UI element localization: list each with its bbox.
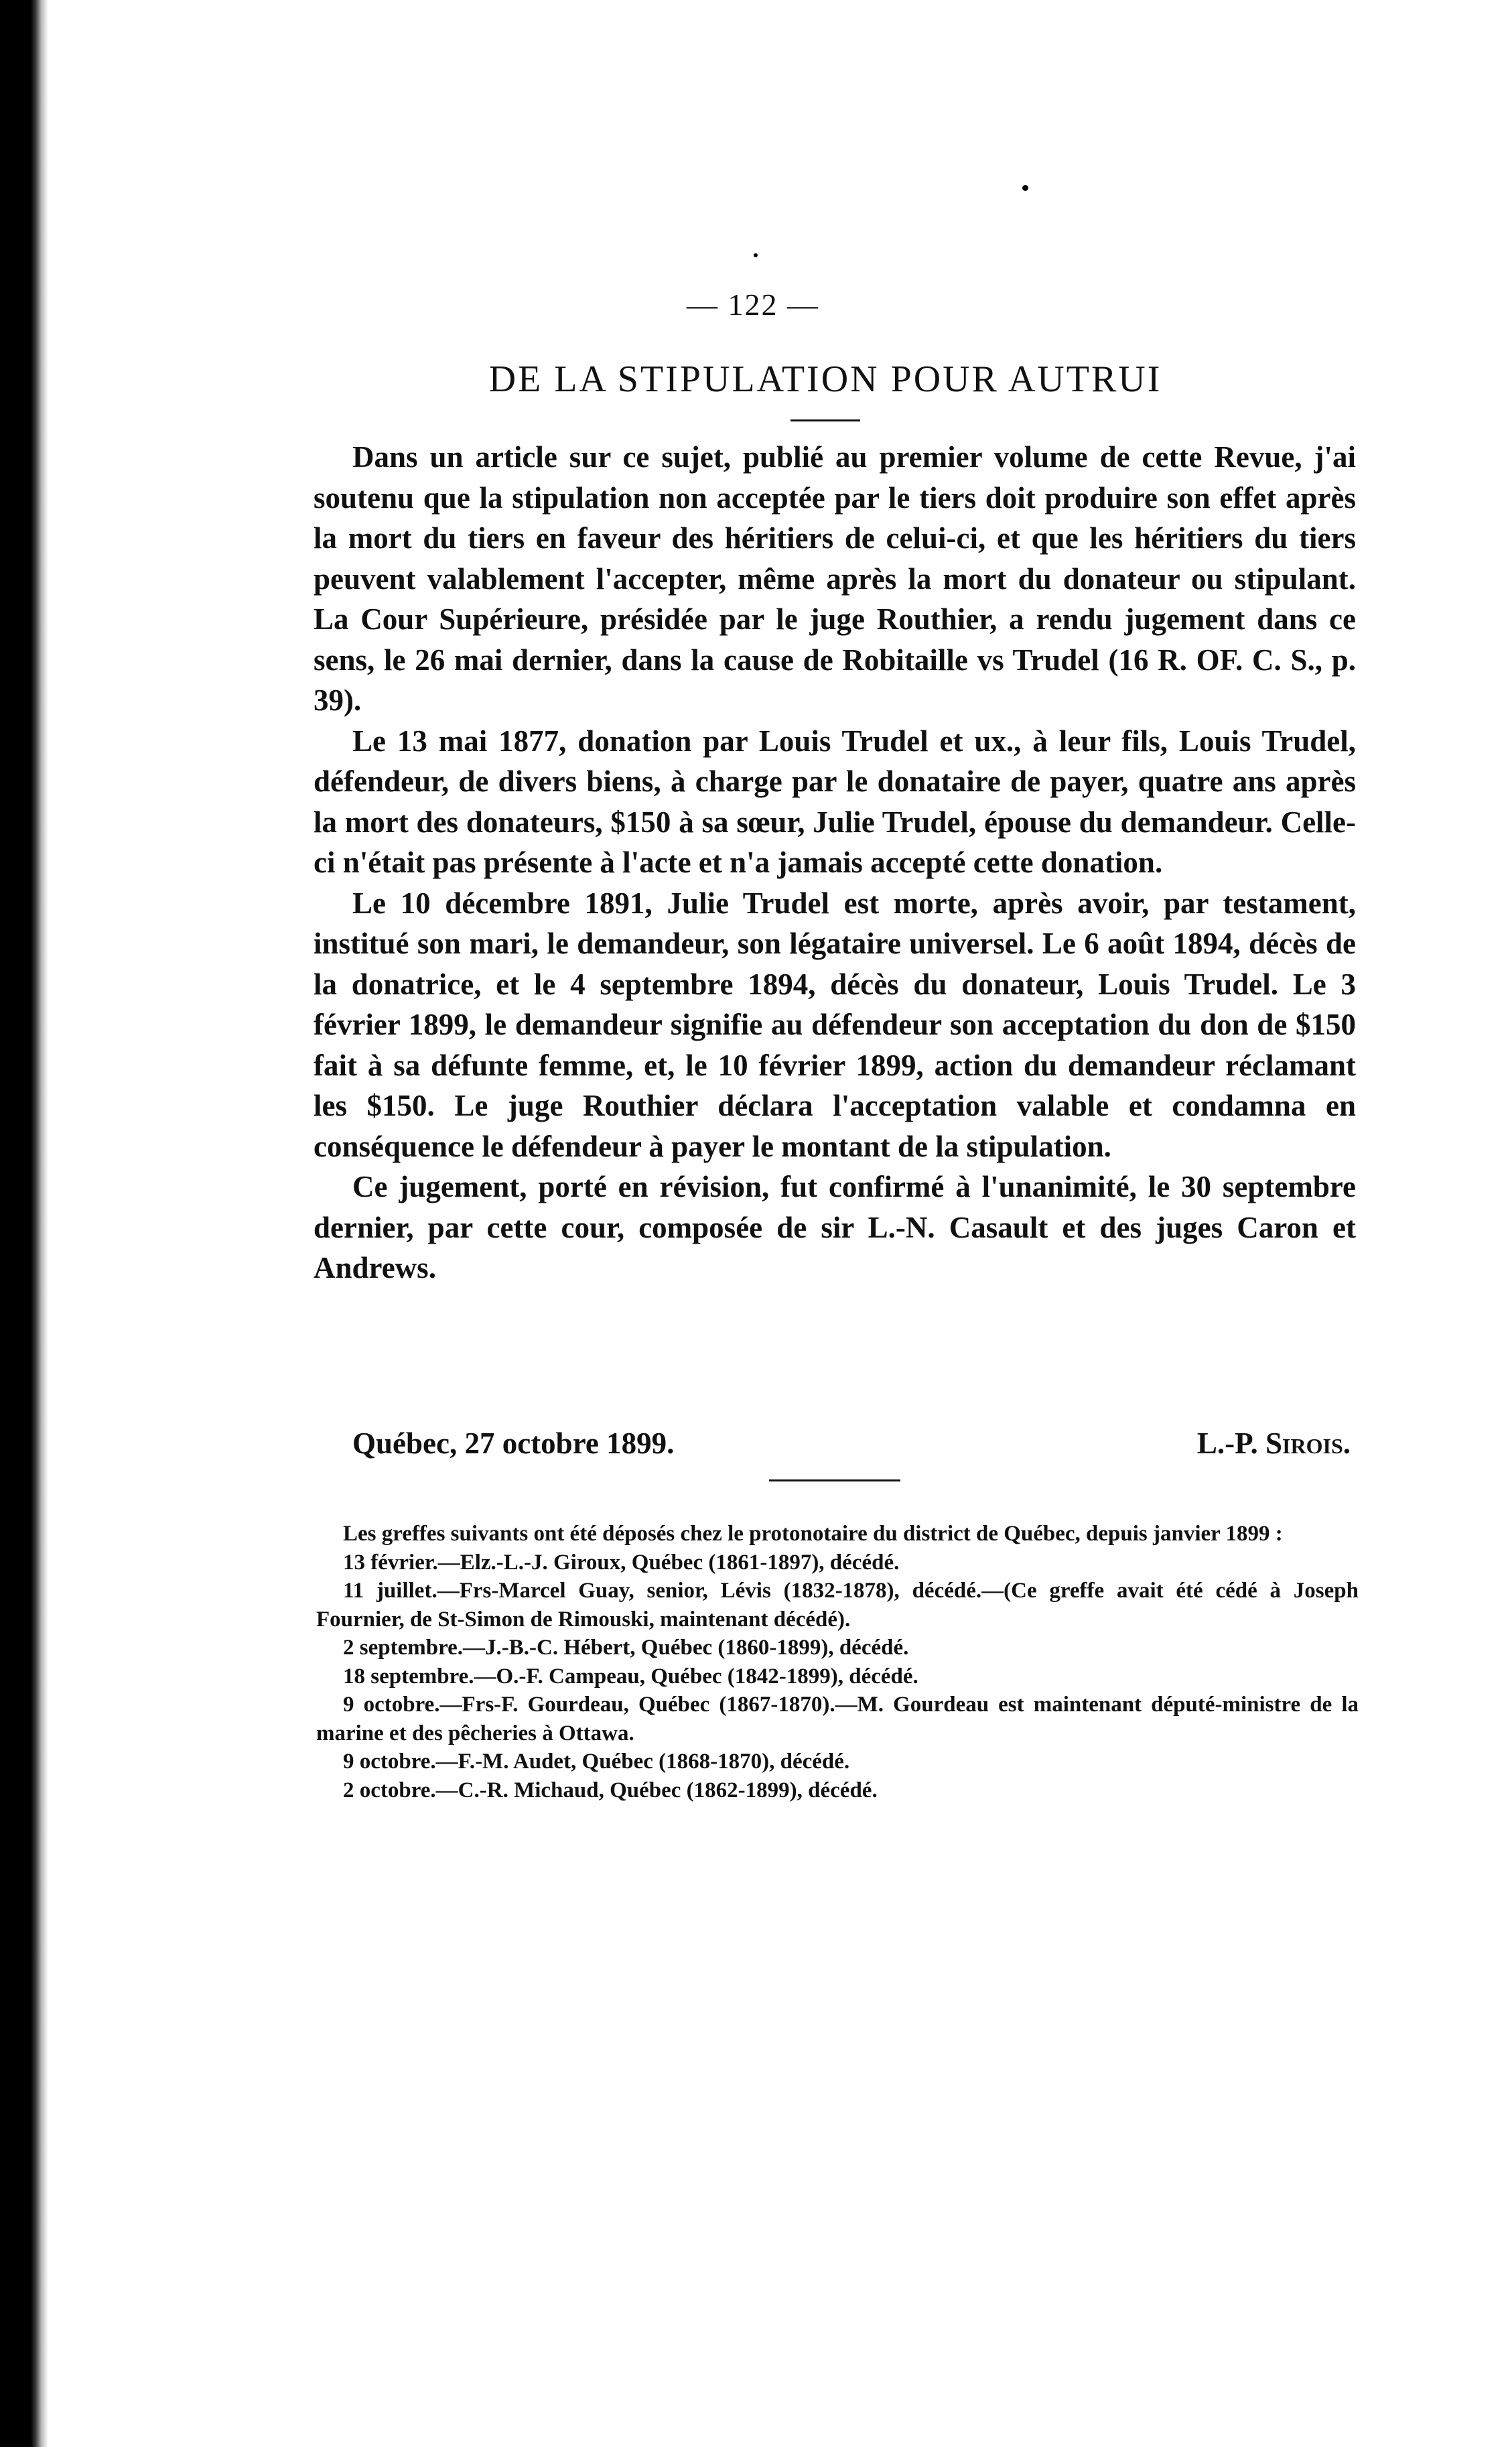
article-body <box>314 437 1356 1288</box>
book-spine-edge <box>0 0 48 2447</box>
speck-mark <box>754 253 758 257</box>
note-entry: 9 octobre.—Frs-F. Gourdeau, Québec (1867-1870).—M. Gourdeau est maintenant député-ministre de la marine et des pêcheries à Ottawa. <box>316 1693 1359 1745</box>
notes-intro: Les greffes suivants ont été déposés chez le protonotaire du district de Québec, depuis janvier 1899 : <box>343 1522 1283 1546</box>
speck-mark <box>1022 185 1028 191</box>
note-entry: 18 septembre.—O.-F. Campeau, Québec (1842-1899), décédé. <box>343 1664 918 1689</box>
place-date: Québec, 27 octobre 1899. <box>352 1427 675 1460</box>
page-number: — 122 — <box>687 287 819 322</box>
note-entry: 13 février.—Elz.-L.-J. Giroux, Québec (1861-1897), décédé. <box>343 1550 900 1575</box>
author-signature: L.-P. Sirois. <box>1196 1427 1351 1460</box>
paragraph: Le 10 décembre 1891, Julie Trudel est morte, après avoir, par testament, institué son mari, le demandeur, son légataire universel. Le 6 août 1894, décès de la donatrice, et le 4 septembre 1894, décès du donateur, Louis Trudel. Le 3 février 1899, le demandeur signifie au défendeur son acceptation du don de $150 fait à sa défunte femme, et, le 10 février 1899, action du demandeur réclamant les $150. Le juge Routhier déclara l'acceptation valable et condamna en conséquence le défendeur à payer le montant de la stipulation. <box>314 886 1356 1163</box>
paragraph: Ce jugement, porté en révision, fut confirmé à l'unanimité, le 30 septembre dernier, par cette cour, composée de sir L.-N. Casault et des juges Caron et Andrews. <box>314 1170 1356 1284</box>
note-entry: 11 juillet.—Frs-Marcel Guay, senior, Lévis (1832-1878), décédé.—(Ce greffe avait été cédé à Joseph Fournier, de St-Simon de Rimouski, maintenant décédé). <box>316 1579 1359 1632</box>
note-entry: 9 octobre.—F.-M. Audet, Québec (1868-1870), décédé. <box>343 1749 850 1774</box>
article-title: DE LA STIPULATION POUR AUTRUI <box>488 358 1162 400</box>
notes-rule <box>769 1479 900 1481</box>
note-entry: 2 septembre.—J.-B.-C. Hébert, Québec (1860-1899), décédé. <box>343 1636 909 1660</box>
paragraph: Dans un article sur ce sujet, publié au premier volume de cette Revue, j'ai soutenu que la stipulation non acceptée par le tiers doit produire son effet après la mort du tiers en faveur des héritiers de celui-ci, et que les héritiers du tiers peuvent valablement l'accepter, même après la mort du donateur ou stipulant. La Cour Supérieure, présidée par le juge Routhier, a rendu jugement dans ce sens, le 26 mai dernier, dans la cause de Robitaille vs Trudel (16 R. OF. C. S., p. 39). <box>314 440 1356 717</box>
paragraph: Le 13 mai 1877, donation par Louis Trudel et ux., à leur fils, Louis Trudel, défendeur, de divers biens, à charge par le donataire de payer, quatre ans après la mort des donateurs, $150 à sa sœur, Julie Trudel, épouse du demandeur. Celle-ci n'était pas présente à l'acte et n'a jamais accepté cette donation. <box>314 724 1356 879</box>
title-rule <box>791 419 860 421</box>
note-entry: 2 octobre.—C.-R. Michaud, Québec (1862-1899), décédé. <box>343 1778 878 1802</box>
notes-section <box>316 1520 1359 1804</box>
